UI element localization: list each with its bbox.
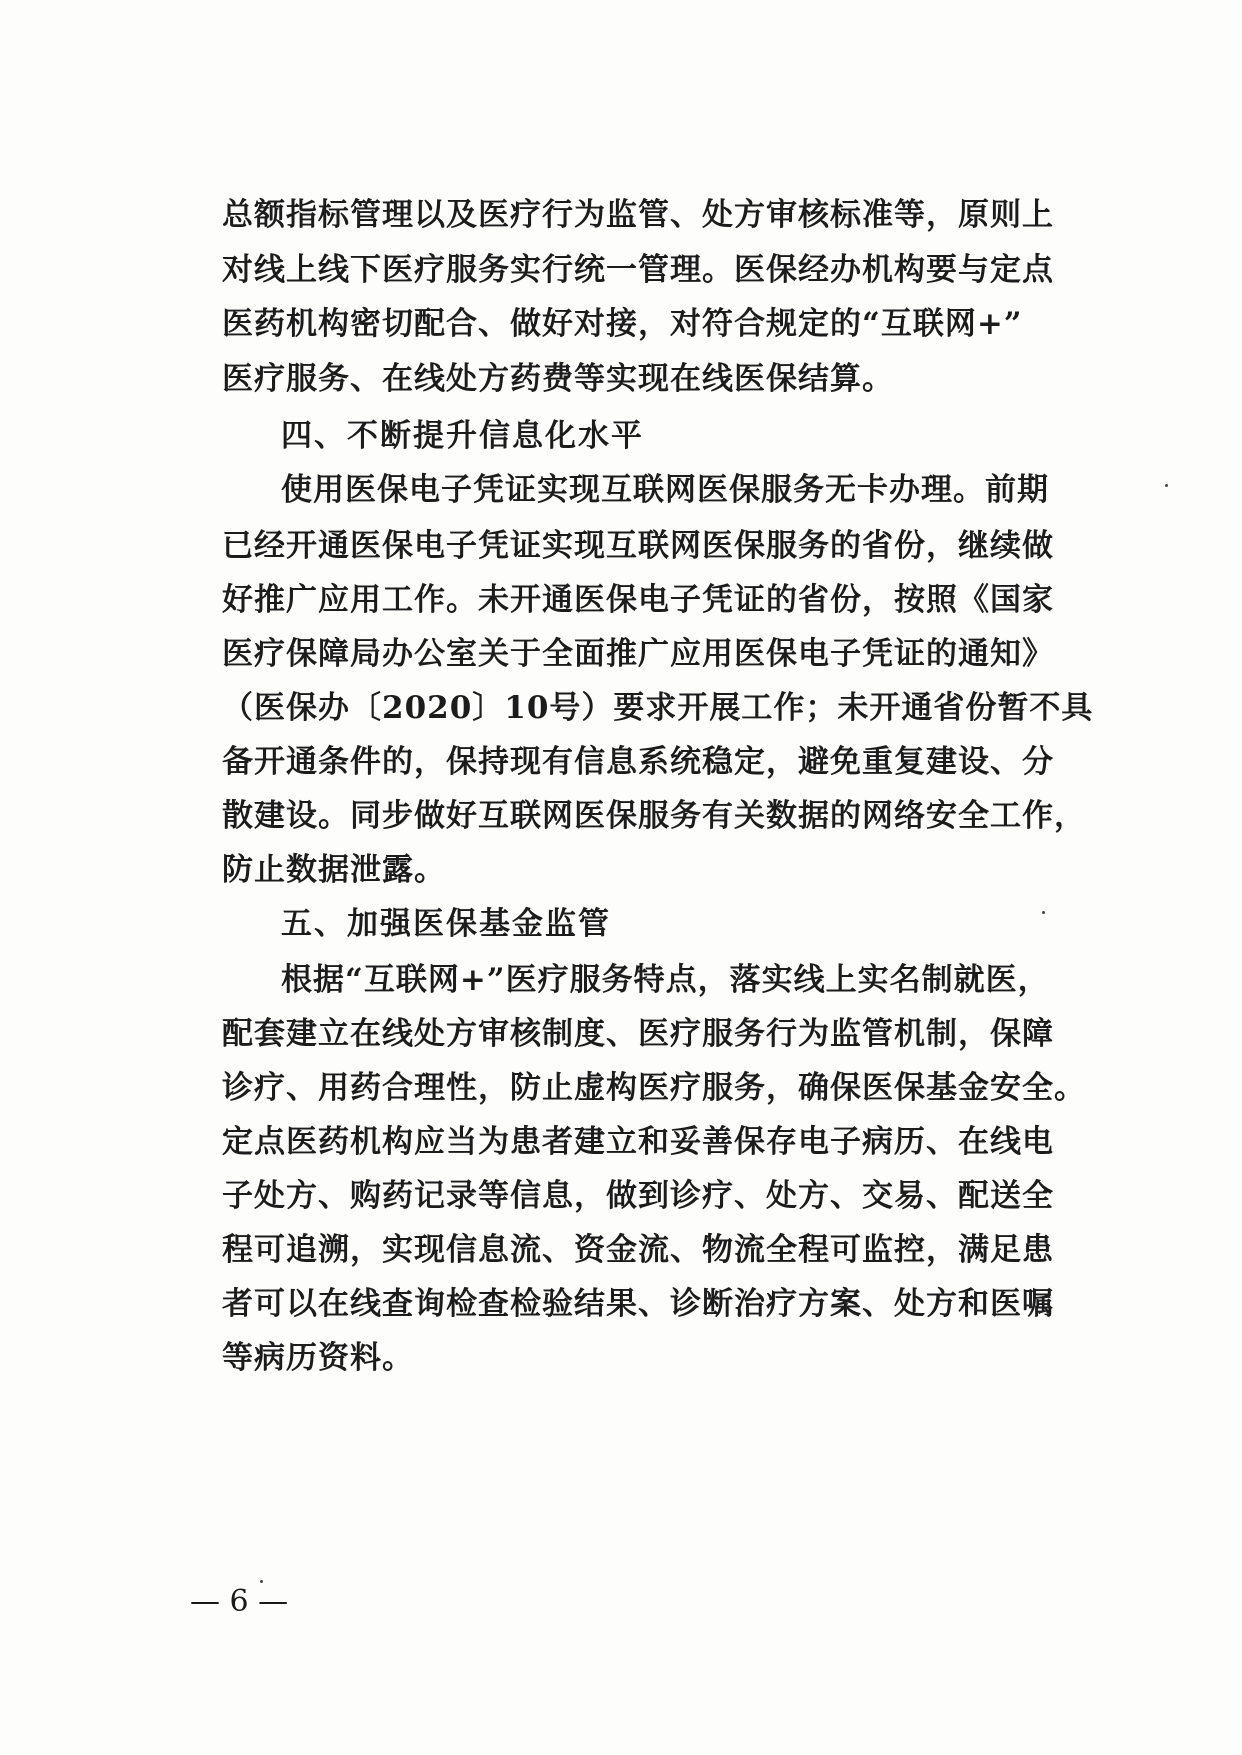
paragraph-line: 总额指标管理以及医疗行为监管、处方审核标准等，原则上 (222, 197, 1054, 233)
paragraph-line: 已经开通医保电子凭证实现互联网医保服务的省份，继续做 (222, 528, 1054, 564)
paragraph-line: 诊疗、用药合理性，防止虚构医疗服务，确保医保基金安全。 (222, 1070, 1086, 1106)
section-heading: 五、加强医保基金监管 (281, 906, 611, 942)
paragraph-line: 配套建立在线处方审核制度、医疗服务行为监管机制，保障 (222, 1016, 1054, 1052)
paragraph-line: 医疗保障局办公室关于全面推广应用医保电子凭证的通知》 (222, 636, 1054, 672)
paragraph-line: 定点医药机构应当为患者建立和妥善保存电子病历、在线电 (222, 1124, 1054, 1160)
paragraph-line: 医疗服务、在线处方药费等实现在线医保结算。 (222, 361, 894, 397)
paragraph-line: 等病历资料。 (222, 1340, 414, 1376)
paragraph-line: 备开通条件的，保持现有信息系统稳定，避免重复建设、分 (222, 744, 1054, 780)
paragraph-line: 程可追溯，实现信息流、资金流、物流全程可监控，满足患 (222, 1232, 1054, 1268)
paragraph-line: 对线上线下医疗服务实行统一管理。医保经办机构要与定点 (222, 252, 1054, 288)
scan-speck (260, 1580, 263, 1583)
scan-speck (1042, 911, 1045, 914)
page-number: — 6 — (190, 1584, 289, 1619)
paragraph-line: 防止数据泄露。 (222, 852, 446, 888)
paragraph-line: 根据“互联网+”医疗服务特点，落实线上实名制就医， (281, 962, 1050, 998)
paragraph-line: （医保办〔2020〕10号）要求开展工作；未开通省份暂不具 (222, 690, 1094, 726)
paragraph-line: 好推广应用工作。未开通医保电子凭证的省份，按照《国家 (222, 582, 1054, 618)
paragraph-line: 子处方、购药记录等信息，做到诊疗、处方、交易、配送全 (222, 1178, 1054, 1214)
paragraph-line: 者可以在线查询检查检验结果、诊断治疗方案、处方和医嘱 (222, 1286, 1054, 1322)
section-heading: 四、不断提升信息化水平 (281, 418, 644, 454)
paragraph-line: 使用医保电子凭证实现互联网医保服务无卡办理。前期 (281, 472, 1049, 508)
scan-speck (1165, 484, 1168, 487)
paragraph-line: 医药机构密切配合、做好对接，对符合规定的“互联网+” (222, 306, 1023, 342)
paragraph-line: 散建设。同步做好互联网医保服务有关数据的网络安全工作， (222, 798, 1086, 834)
